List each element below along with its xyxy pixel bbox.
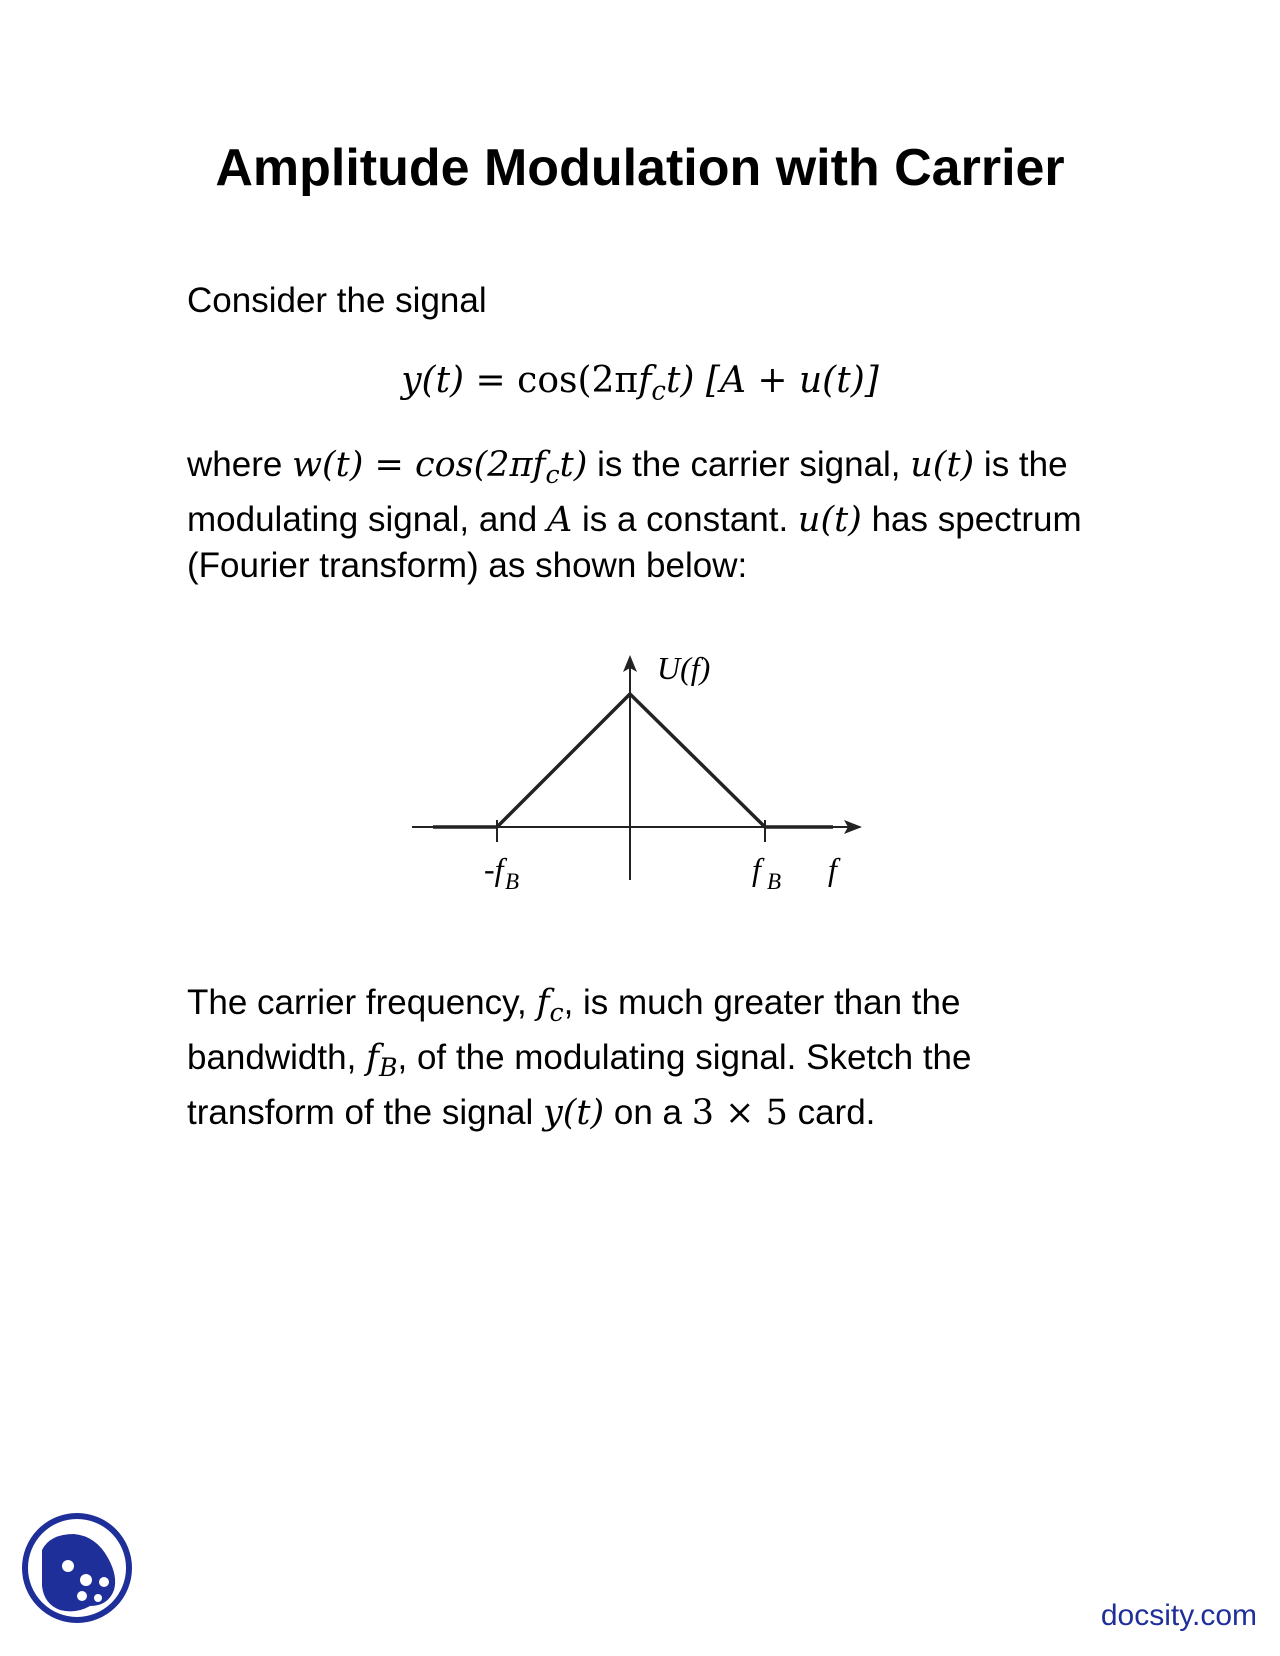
eq-t: t) [665,360,695,401]
text-fragment: where [187,445,293,484]
text-fragment: is the carrier signal, [587,445,911,484]
fc-math: f [536,983,550,1023]
fb-math-sub: B [379,1053,398,1083]
text-fragment: , is much greater than the bandwidth, [187,983,961,1078]
carrier-math-sub: c [545,460,560,490]
task-paragraph [187,980,1107,1136]
eq-bracket: [A + u(t)] [694,360,879,401]
docsity-brand-link[interactable]: docsity.com [1100,1599,1257,1632]
carrier-math-end: t) [559,445,588,485]
intro-text: Consider the signal [187,281,487,320]
left-tick-label-sub: B [505,869,520,894]
carrier-math: w(t) = cos(2π [292,445,533,485]
y-axis-label: U(f) [657,650,711,686]
left-tick-label: -f [484,851,504,887]
eq-lhs: y(t) [401,360,465,401]
text-fragment: is a constant. [572,500,798,540]
text-fragment: card. [787,1093,876,1133]
carrier-math-f: f [532,445,546,485]
modulating-math: u(t) [910,445,975,485]
eq-f: f [638,360,652,401]
page-title: Amplitude Modulation with Carrier [215,139,1065,197]
text-fragment: on a [604,1093,692,1133]
u-math: u(t) [797,500,862,541]
right-tick-label: f [752,851,761,887]
eq-f-sub: c [651,376,666,407]
docsity-logo-icon [20,1510,140,1630]
fb-math: f [366,1038,379,1079]
x-axis-label: f [828,851,837,887]
eq-equals: = [464,360,518,401]
card-size-math: 3 × 5 [691,1093,788,1134]
fc-math-sub: c [549,998,564,1028]
constant-math: A [546,500,573,541]
text-fragment: , of the modulating signal. Sketch the transform of the signal [187,1038,972,1133]
text-fragment: The carrier frequency, [187,983,537,1022]
spectrum-curve [433,694,833,827]
text-fragment: is the modulating signal, and [187,445,1068,540]
text-fragment: has spectrum (Fourier transform) as shown below: [187,500,1082,586]
y-math: y(t) [543,1093,605,1134]
right-tick-label-sub: B [767,869,782,894]
eq-cos: cos(2π [517,360,639,401]
